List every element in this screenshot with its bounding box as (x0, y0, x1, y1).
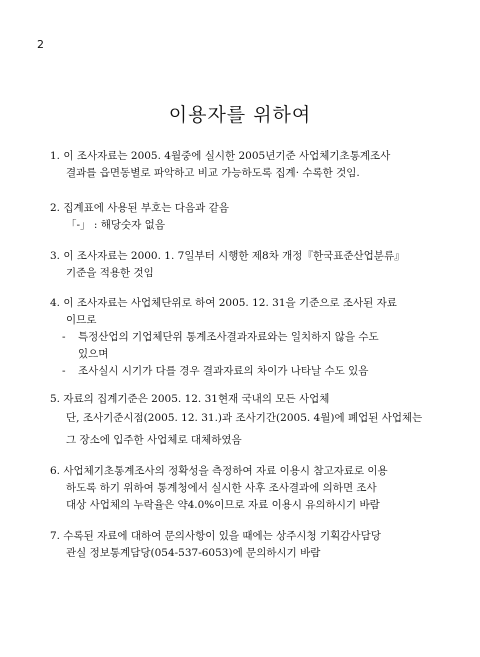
note-7-line-1: 7. 수록된 자료에 대하여 문의사항이 있을 때에는 상주시청 기획감사담당 (50, 530, 381, 542)
note-item-7 (50, 528, 445, 562)
note-item-5 (50, 391, 445, 449)
note-7-line-2: 관실 정보통계담당(054-537-6053)에 문의하시기 바람 (66, 547, 321, 559)
note-item-6 (50, 463, 445, 514)
note-2-line-1: 2. 집계표에 사용된 부호는 다음과 같음 (50, 202, 229, 214)
note-4-sub-2-text: 조사실시 시기가 다를 경우 결과자료의 차이가 나타날 수도 있음 (78, 365, 369, 377)
note-item-2 (50, 200, 445, 234)
note-3-line-1: 3. 이 조사자료는 2000. 1. 7일부터 시행한 제8차 개정『한국표준산업분류』 (50, 250, 405, 262)
note-6-line-1: 6. 사업체기초통계조사의 정확성을 측정하여 자료 이용시 참고자료로 이용 (50, 465, 388, 477)
note-4-line-2: 이므로 (66, 314, 97, 326)
sub-dash: - (62, 331, 66, 343)
note-item-1 (50, 148, 445, 182)
page-number: 2 (37, 38, 44, 51)
note-5-line-2: 단, 조사기준시점(2005. 12. 31.)과 조사기간(2005. 4월)에 폐업된 사업체는 (66, 412, 423, 424)
sub-dash: - (62, 365, 66, 377)
note-5-line-3: 그 장소에 입주한 사업체로 대체하였음 (66, 434, 242, 446)
note-1-line-2: 결과를 읍면동별로 파악하고 비교 가능하도록 집계· 수록한 것임. (66, 167, 360, 179)
note-4-sub-1 (50, 329, 445, 346)
note-4-sub-1-cont: 있으며 (78, 348, 109, 360)
note-2-line-2: 「-」 : 해당숫자 없음 (66, 219, 165, 231)
note-1-line-1: 1. 이 조사자료는 2005. 4월중에 실시한 2005년기준 사업체기초통계조사 (50, 150, 391, 162)
page-title: 이용자를 위하여 (168, 104, 312, 126)
note-5-line-1: 5. 자료의 집계기준은 2005. 12. 31현재 국내의 모든 사업체 (50, 393, 330, 405)
note-4-sub-2 (50, 363, 445, 380)
note-item-3 (50, 248, 445, 282)
note-item-4 (50, 295, 445, 380)
note-4-line-1: 4. 이 조사자료는 사업체단위로 하여 2005. 12. 31을 기준으로 조사된 자료 (50, 297, 397, 309)
note-4-sub-1-text: 특정산업의 기업체단위 통계조사결과자료와는 일치하지 않을 수도 (78, 331, 379, 343)
note-6-line-2: 하도록 하기 위하여 통계청에서 실시한 사후 조사결과에 의하면 조사 (66, 482, 377, 494)
note-6-line-3: 대상 사업체의 누락율은 약4.0%이므로 자료 이용시 유의하시기 바람 (66, 499, 380, 511)
note-3-line-2: 기준을 적용한 것임 (66, 267, 154, 279)
